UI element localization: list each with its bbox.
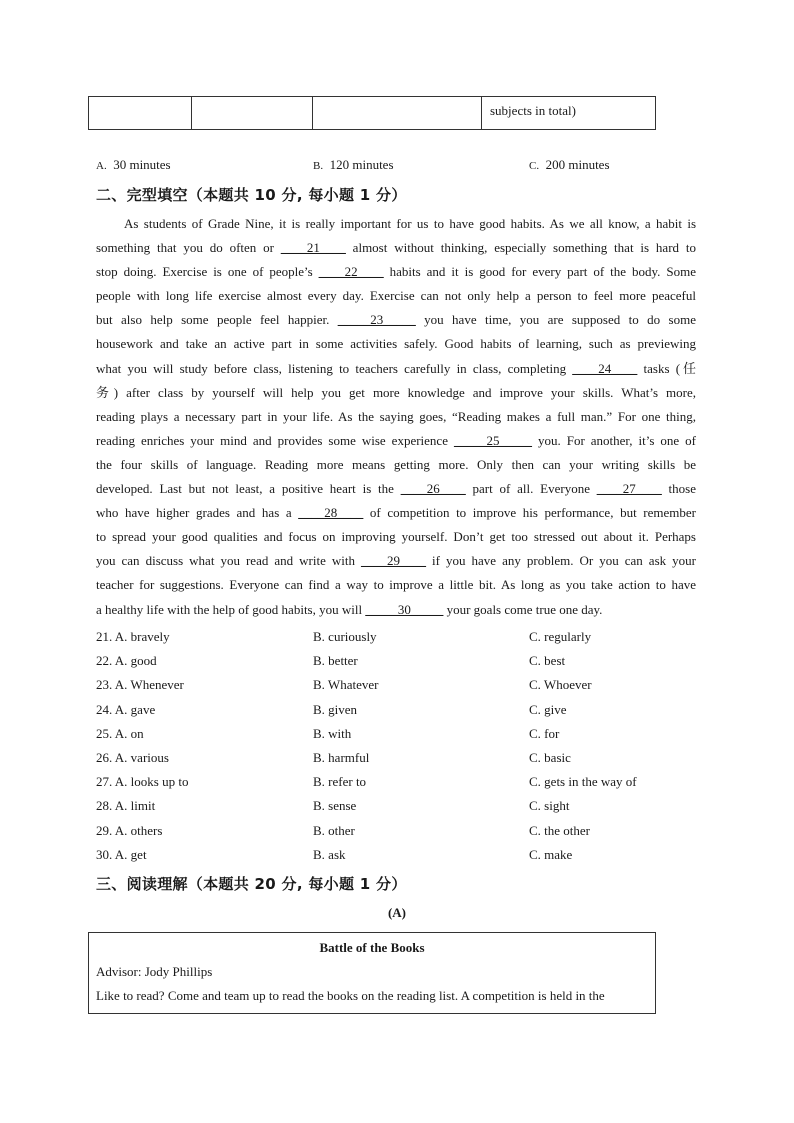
passage-line <box>96 501 696 525</box>
choice-row <box>96 677 696 701</box>
choice-option-a: 26. A. various <box>96 749 169 765</box>
passage-text: of competition to improve his performance, but remember <box>363 505 696 521</box>
choice-option-c: C. basic <box>529 749 571 765</box>
option-c: C. 200 minutes <box>529 157 610 172</box>
passage-line <box>96 598 696 622</box>
passage-text: what you will study before class, listening to teachers carefully in class, completing <box>96 360 573 376</box>
passage-text: 务) after class by yourself will help you get more knowledge and improve your skills. What’s more, <box>96 384 696 400</box>
choice-row <box>96 798 696 822</box>
passage-text: reading plays a necessary part in your life. As the saying goes, “Reading makes a full man.” For one thing, <box>96 408 696 424</box>
passage-line <box>96 549 696 573</box>
choice-option-c: C. regularly <box>529 629 592 644</box>
notice-body: Like to read? Come and team up to read the books on the reading list. A competition is held in the <box>96 988 605 1003</box>
choice-option-a: 23. A. Whenever <box>96 677 184 693</box>
passage-text: reading enriches your mind and provides some wise experience <box>96 432 454 448</box>
passage-text: tasks (任 <box>637 360 696 376</box>
choice-option-c: C. Whoever <box>529 677 592 693</box>
choice-option-c: C. sight <box>529 798 570 814</box>
answer-blank: ____29____ <box>361 553 427 569</box>
answer-blank: ____22____ <box>318 264 384 280</box>
passage-text: but also help some people feel happier. <box>96 312 338 328</box>
passage-text: As students of Grade Nine, it is really important for us to have good habits. As we all know, a habit is <box>124 216 696 231</box>
section-heading-cloze: 二、完型填空（本题共 10 分, 每小题 1 分） <box>96 186 407 204</box>
choice-list <box>96 629 696 871</box>
choice-row <box>96 726 696 750</box>
passage-text: if you have any problem. Or you can ask your <box>426 553 696 569</box>
choice-row <box>96 750 696 774</box>
passage-line <box>96 453 696 477</box>
choice-row <box>96 823 696 847</box>
choice-option-a: 25. A. on <box>96 725 144 741</box>
passage-text: people with long life exercise almost every day. Exercise can not only help a person to feel more peaceful <box>96 288 696 304</box>
passage-text: those <box>661 481 696 497</box>
choice-option-a: 30. A. get <box>96 846 147 862</box>
choice-option-a: 28. A. limit <box>96 798 156 814</box>
choice-option-c: C. gets in the way of <box>529 774 637 790</box>
answer-blank: ____24____ <box>572 360 638 376</box>
choice-option-a: 21. A. bravely <box>96 629 170 644</box>
table-cell <box>192 97 313 130</box>
answer-blank: ____21____ <box>280 240 346 256</box>
top-table <box>88 96 656 130</box>
choice-option-c: C. the other <box>529 822 591 838</box>
passage-line <box>96 429 696 453</box>
table-cell: subjects in total) <box>482 97 656 130</box>
choice-option-b: B. sense <box>313 798 357 814</box>
choice-option-c: C. make <box>529 846 573 862</box>
choice-row <box>96 629 696 653</box>
passage-text: teacher for suggestions. Everyone can find a way to improve a little bit. As long as you take action to have <box>96 577 696 593</box>
choice-option-a: 24. A. gave <box>96 701 156 717</box>
choice-option-b: B. other <box>313 822 355 838</box>
passage-line <box>96 212 696 236</box>
passage-line <box>96 381 696 405</box>
passage-text: something that you do often or <box>96 240 281 256</box>
answer-blank: ____27____ <box>596 481 662 497</box>
passage-text: you can discuss what you read and write with <box>96 553 362 569</box>
passage-line <box>96 477 696 501</box>
passage-text: your goals come true one day. <box>443 601 603 617</box>
passage-line <box>96 332 696 356</box>
choice-option-b: B. ask <box>313 846 346 862</box>
passage-line <box>96 260 696 284</box>
choice-option-b: B. better <box>313 653 358 669</box>
table-cell <box>89 97 192 130</box>
notice-advisor: Advisor: Jody Phillips <box>96 964 213 979</box>
choice-row <box>96 653 696 677</box>
choice-row <box>96 847 696 871</box>
table-row <box>89 97 656 130</box>
choice-option-c: C. for <box>529 725 560 741</box>
passage-text: to spread your good qualities and focus on improving yourself. Don’t get too stressed out about it. Perhaps <box>96 529 696 545</box>
passage-text: who have higher grades and has a <box>96 505 299 521</box>
choice-row <box>96 774 696 798</box>
answer-blank: _____25_____ <box>453 432 532 448</box>
choice-option-b: B. Whatever <box>313 677 379 693</box>
passage-text: habits and it is good for every part of the body. Some <box>383 264 696 280</box>
passage-text: the four skills of language. Reading more means getting more. Only then can your writing skills be <box>96 456 696 472</box>
choice-option-a: 27. A. looks up to <box>96 774 189 790</box>
passage-line <box>96 308 696 332</box>
passage-text: developed. Last but not least, a positive heart is the <box>96 481 401 497</box>
choice-option-c: C. best <box>529 653 566 669</box>
choice-option-b: B. harmful <box>313 749 370 765</box>
cloze-passage <box>96 212 696 622</box>
option-a: A. 30 minutes <box>96 157 171 172</box>
passage-text: stop doing. Exercise is one of people’s <box>96 264 319 280</box>
passage-text: a healthy life with the help of good habits, you will <box>96 601 366 617</box>
passage-text: you have time, you are supposed to do some <box>415 312 696 328</box>
answer-blank: ____26____ <box>400 481 466 497</box>
passage-line <box>96 284 696 308</box>
option-b: B. 120 minutes <box>313 157 394 172</box>
passage-line <box>96 573 696 597</box>
passage-line <box>96 357 696 381</box>
passage-text: housework and take an active part in some activities safely. Good habits of learning, such as previewing <box>96 336 696 352</box>
answer-blank: ____28____ <box>298 505 364 521</box>
section-heading-reading: 三、阅读理解（本题共 20 分, 每小题 1 分） <box>96 875 407 893</box>
passage-text: part of all. Everyone <box>465 481 597 497</box>
choice-option-b: B. curiously <box>313 629 377 644</box>
choice-option-a: 22. A. good <box>96 653 157 669</box>
choice-row <box>96 702 696 726</box>
answer-blank: _____30_____ <box>365 601 444 617</box>
passage-line <box>96 405 696 429</box>
passage-label: (A) <box>387 905 407 920</box>
passage-line <box>96 236 696 260</box>
choice-option-b: B. refer to <box>313 774 367 790</box>
notice-title: Battle of the Books <box>319 940 425 955</box>
notice-box <box>88 932 656 1014</box>
choice-option-b: B. given <box>313 701 358 717</box>
passage-text: almost without thinking, especially something that is hard to <box>345 240 696 256</box>
table-cell <box>313 97 482 130</box>
choice-option-a: 29. A. others <box>96 822 163 838</box>
choice-option-c: C. give <box>529 701 567 717</box>
answer-blank: _____23_____ <box>337 312 416 328</box>
passage-line <box>96 525 696 549</box>
passage-text: you. For another, it’s one of <box>531 432 696 448</box>
choice-option-b: B. with <box>313 725 352 741</box>
